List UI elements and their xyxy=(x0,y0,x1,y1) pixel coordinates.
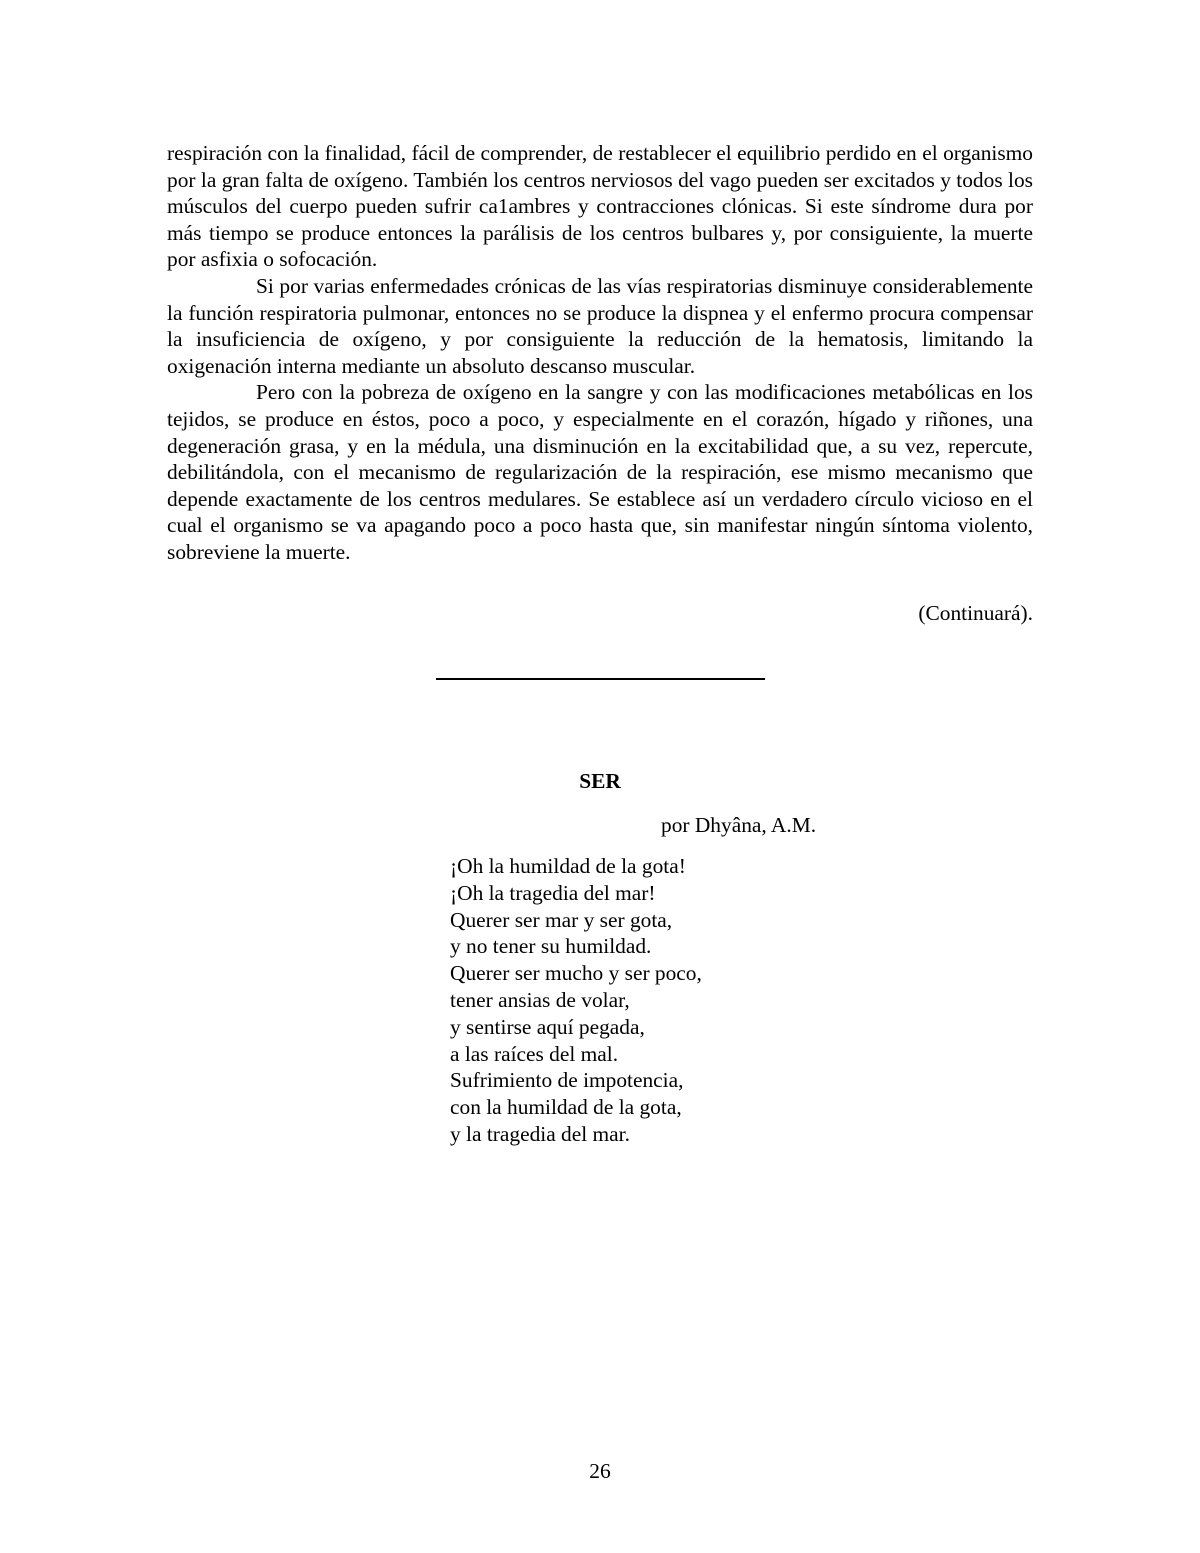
article-paragraph: Si por varias enfermedades crónicas de las vías respiratorias disminuye considerablemente la función respiratoria pulmonar, entonces no se produce la dispnea y el enfermo procura compensar la insuficiencia de oxígeno, y por consiguiente la reducción de la hematosis, limitando la oxigenación interna mediante un absoluto descanso muscular. xyxy=(167,273,1033,378)
poem-line: y no tener su humildad. xyxy=(450,934,652,959)
article-body xyxy=(167,140,1033,566)
article-paragraph: respiración con la finalidad, fácil de comprender, de restablecer el equilibrio perdido en el organismo por la gran falta de oxígeno. También los centros nerviosos del vago pueden ser excitados y todos los músculos del cuerpo pueden sufrir ca1ambres y contracciones clónicas. Si este síndrome dura por más tiempo se produce entonces la parálisis de los centros bulbares y, por consiguiente, la muerte por asfixia o sofocación. xyxy=(167,141,1033,272)
poem-title: SER xyxy=(579,769,621,793)
section-divider xyxy=(436,678,765,680)
poem-line: tener ansias de volar, xyxy=(450,987,630,1012)
poem-line: Querer ser mucho y ser poco, xyxy=(450,961,702,986)
poem-body xyxy=(450,853,702,1148)
continuation-note: (Continuará). xyxy=(918,601,1033,625)
poem-line: a las raíces del mal. xyxy=(450,1041,619,1066)
poem-line: Sufrimiento de impotencia, xyxy=(450,1068,684,1093)
poem-line: ¡Oh la tragedia del mar! xyxy=(450,880,656,905)
poem-line: Querer ser mar y ser gota, xyxy=(450,907,673,932)
poem-line: y la tragedia del mar. xyxy=(450,1121,630,1146)
article-paragraph: Pero con la pobreza de oxígeno en la sangre y con las modificaciones metabólicas en los tejidos, se produce en éstos, poco a poco, y especialmente en el corazón, hígado y riñones, una degeneración grasa, y en la médula, una disminución en la excitabilidad que, a su vez, repercute, debilitándola, con el mecanismo de regularización de la respiración, ese mismo mecanismo que depende exactamente de los centros medulares. Se establece así un verdadero círculo vicioso en el cual el organismo se va apagando poco a poco hasta que, sin manifestar ningún síntoma violento, sobreviene la muerte. xyxy=(167,380,1033,564)
poem-line: ¡Oh la humildad de la gota! xyxy=(450,854,686,878)
page-number: 26 xyxy=(589,1459,611,1483)
poem-author: por Dhyâna, A.M. xyxy=(661,813,817,837)
poem-line: y sentirse aquí pegada, xyxy=(450,1014,645,1039)
poem-line: con la humildad de la gota, xyxy=(450,1095,682,1120)
